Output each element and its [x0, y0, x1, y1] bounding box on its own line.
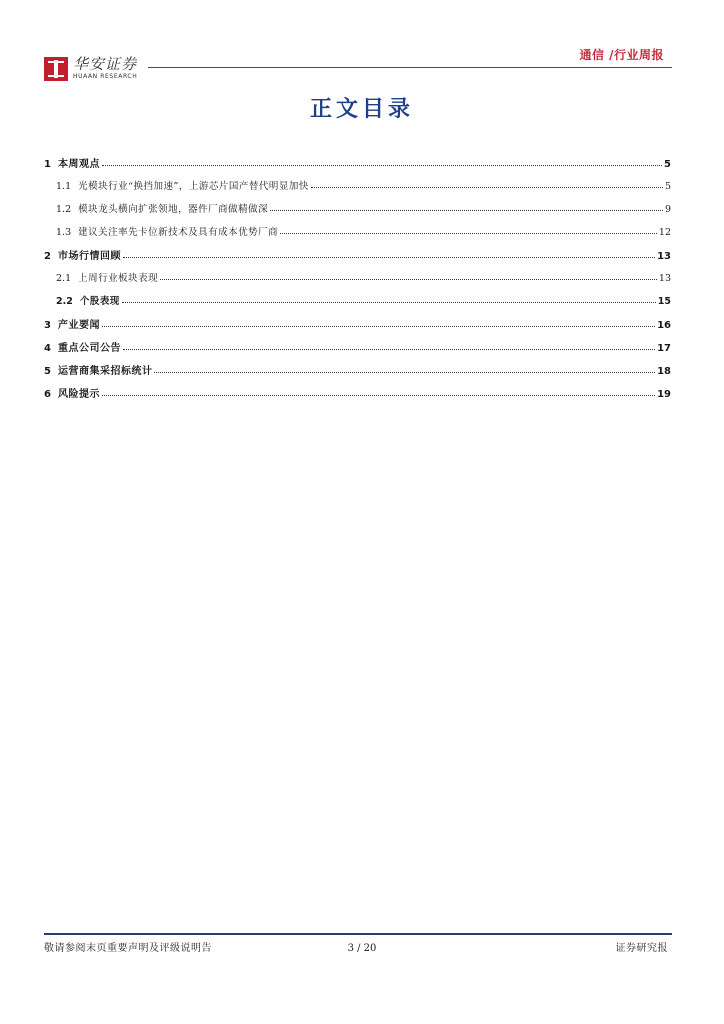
toc-entry[interactable] [44, 178, 671, 201]
footer-disclaimer: 敬请参阅末页重要声明及评级说明告 [44, 943, 212, 954]
toc-entry-number: 5 [44, 366, 51, 377]
footer-divider [44, 933, 672, 935]
toc-entry-number: 1.3 [56, 227, 72, 238]
report-category: 通信 /行业周报 [579, 48, 664, 62]
toc-entry[interactable] [44, 385, 671, 408]
toc-entry-label: 本周观点 [57, 159, 100, 170]
toc-dot-leader [280, 225, 657, 234]
footer-doc-type: 证券研究报 [615, 943, 668, 954]
toc-entry-label: 模块龙头横向扩张领地，器件厂商做精做深 [78, 204, 269, 215]
toc-entry-number: 1 [44, 159, 51, 170]
toc-entry-label: 市场行情回顾 [57, 251, 121, 262]
toc-entry-page: 19 [657, 389, 671, 400]
logo-seal-icon [44, 57, 68, 81]
page-number: 3 / 20 [347, 943, 377, 954]
toc-entry[interactable] [44, 339, 671, 362]
toc-entry[interactable] [44, 316, 671, 339]
toc-entry-label: 个股表现 [79, 296, 120, 307]
toc-entry-page: 15 [657, 296, 671, 307]
logo-text [73, 56, 137, 81]
toc-entry-page: 5 [664, 159, 671, 170]
toc-dot-leader [270, 202, 663, 211]
toc-entry-label: 重点公司公告 [57, 343, 121, 354]
toc-dot-leader [102, 157, 662, 166]
toc-entry-label: 光模块行业“换挡加速”，上游芯片国产替代明显加快 [78, 181, 309, 192]
toc-entry-page: 13 [657, 251, 671, 262]
toc-entry[interactable] [44, 293, 671, 316]
toc-entry-label: 产业要闻 [57, 320, 100, 331]
toc-dot-leader [154, 364, 655, 373]
toc-entry-page: 16 [657, 320, 671, 331]
toc-dot-leader [123, 341, 655, 350]
toc-entry-number: 2.1 [56, 273, 72, 284]
toc-entry[interactable] [44, 224, 671, 247]
toc-entry[interactable] [44, 362, 671, 385]
toc-entry-number: 1.2 [56, 204, 72, 215]
toc-entry-number: 2 [44, 251, 51, 262]
toc-entry-number: 1.1 [56, 181, 72, 192]
toc-entry-page: 18 [657, 366, 671, 377]
page-title: 正文目录 [309, 97, 414, 122]
logo [44, 56, 137, 81]
toc-entry-page: 13 [658, 273, 671, 284]
toc-entry-number: 4 [44, 343, 51, 354]
toc-dot-leader [102, 387, 655, 396]
toc-entry-page: 17 [657, 343, 671, 354]
toc-dot-leader [102, 318, 655, 327]
toc-entry-label: 建议关注率先卡位新技术及具有成本优势厂商 [78, 227, 279, 238]
toc-entry[interactable] [44, 247, 671, 270]
table-of-contents [44, 155, 671, 408]
toc-dot-leader [123, 249, 655, 258]
toc-entry-label: 风险提示 [57, 389, 100, 400]
toc-entry-number: 2.2 [56, 296, 73, 307]
toc-entry-number: 6 [44, 389, 51, 400]
toc-entry-label: 上周行业板块表现 [78, 273, 159, 284]
toc-entry-label: 运营商集采招标统计 [57, 366, 153, 377]
toc-entry[interactable] [44, 270, 671, 293]
toc-dot-leader [311, 179, 663, 188]
toc-dot-leader [122, 294, 656, 303]
logo-subtitle: HUAAN RESEARCH [73, 73, 138, 80]
toc-entry-page: 12 [658, 227, 671, 238]
toc-dot-leader [160, 271, 657, 280]
toc-entry[interactable] [44, 201, 671, 224]
header-divider [148, 67, 672, 68]
toc-entry-number: 3 [44, 320, 51, 331]
toc-entry-page: 9 [664, 204, 671, 215]
logo-name: 华安证券 [73, 55, 138, 73]
toc-entry-page: 5 [664, 181, 671, 192]
toc-entry[interactable] [44, 155, 671, 178]
